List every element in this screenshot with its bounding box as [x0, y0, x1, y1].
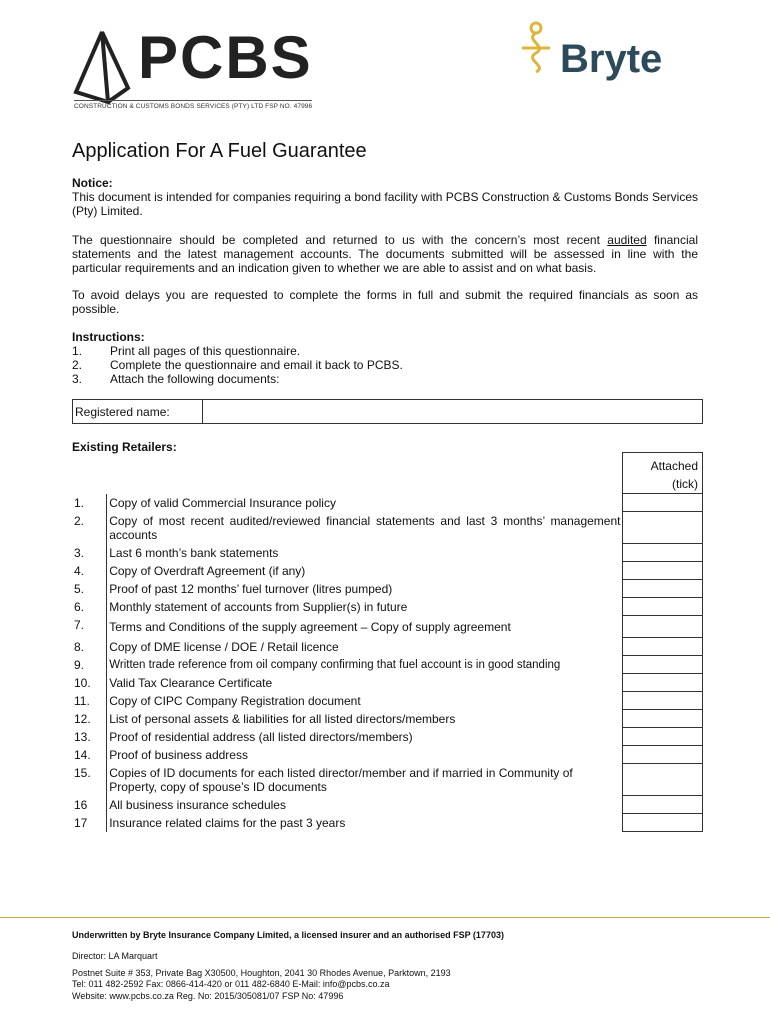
- instructions-label: Instructions:: [72, 330, 145, 344]
- footer-line: Website: www.pcbs.co.za Reg. No: 2015/305081/07 FSP No: 47996: [72, 990, 344, 1001]
- para2-after: financial statements and the latest management accounts. The documents submitted will be assessed in line with the particular requirements and an indication given to whether we are able to assist and on what basis.: [72, 233, 698, 275]
- questionnaire-paragraph: [72, 233, 698, 275]
- item-text: Written trade reference from oil company confirming that fuel account is in good standing: [109, 658, 561, 671]
- item-num: 15.: [72, 764, 107, 796]
- para2-underlined: audited: [607, 233, 647, 247]
- instruction-text: Attach the following documents:: [110, 372, 280, 386]
- item-num: 10.: [72, 674, 107, 692]
- item-num: 2.: [72, 512, 107, 544]
- table-row: [72, 674, 703, 692]
- item-num: 13.: [72, 728, 107, 746]
- item-num: 5.: [72, 580, 107, 598]
- tick-box[interactable]: [623, 544, 703, 562]
- item-text: Valid Tax Clearance Certificate: [109, 675, 273, 690]
- pcbs-subtitle: CONSTRUCTION & CUSTOMS BONDS SERVICES (PTY) LTD FSP NO. 47996: [74, 100, 312, 110]
- tick-box[interactable]: [623, 796, 703, 814]
- notice-label: Notice:: [72, 176, 113, 190]
- tick-box[interactable]: [623, 764, 703, 796]
- tick-box[interactable]: [623, 814, 703, 832]
- footer-underwritten: Underwritten by Bryte Insurance Company Limited, a licensed insurer and an authorised FSP (17703): [72, 930, 504, 940]
- item-text: Monthly statement of accounts from Supplier(s) in future: [109, 599, 408, 614]
- footer-line: Director: LA Marquart: [72, 951, 158, 961]
- registered-name-label: Registered name:: [73, 400, 203, 423]
- table-row: [72, 562, 703, 580]
- item-num: 16: [72, 796, 107, 814]
- attached-header: [623, 453, 703, 494]
- item-text: Copy of DME license / DOE / Retail licence: [109, 639, 339, 654]
- item-text: Terms and Conditions of the supply agreement – Copy of supply agreement: [109, 619, 511, 634]
- instruction-item: [72, 344, 698, 358]
- item-num: 14.: [72, 746, 107, 764]
- item-text: List of personal assets & liabilities for all listed directors/members: [109, 711, 456, 726]
- item-text: Insurance related claims for the past 3 years: [109, 815, 346, 830]
- item-text: Proof of business address: [109, 747, 248, 762]
- para2-before: The questionnaire should be completed and returned to us with the concern’s most recent: [72, 233, 608, 247]
- footer-line: Postnet Suite # 353, Private Bag X30500, Houghton, 2041 30 Rhodes Avenue, Parktown, 2193: [72, 967, 451, 978]
- attached-header-line1: Attached: [650, 459, 698, 473]
- table-row: [72, 598, 703, 616]
- table-row: [72, 512, 703, 544]
- item-num: 1.: [72, 494, 107, 512]
- table-row: [72, 746, 703, 764]
- item-num: 6.: [72, 598, 107, 616]
- item-num: 12.: [72, 710, 107, 728]
- table-row: [72, 656, 703, 674]
- item-text: Proof of residential address (all listed directors/members): [109, 729, 413, 744]
- item-num: 8.: [72, 638, 107, 656]
- bryte-knot-icon: [516, 20, 556, 76]
- table-row: [72, 544, 703, 562]
- item-text: Copy of CIPC Company Registration document: [109, 693, 361, 708]
- existing-retailers-label: Existing Retailers:: [72, 440, 177, 454]
- item-text: Last 6 month’s bank statements: [109, 545, 279, 560]
- item-text: Copy of most recent audited/reviewed financial statements and last 3 months’ management accounts: [109, 513, 621, 542]
- attached-header-line2: (tick): [672, 477, 698, 491]
- table-row: [72, 814, 703, 832]
- table-row: [72, 616, 703, 638]
- item-num: 3.: [72, 544, 107, 562]
- tick-box[interactable]: [623, 598, 703, 616]
- item-text: Copies of ID documents for each listed director/member and if married in Community of Property, copy of spouse’s ID documents: [109, 765, 573, 794]
- item-num: 17: [72, 814, 107, 832]
- tick-box[interactable]: [623, 692, 703, 710]
- tick-box[interactable]: [623, 562, 703, 580]
- tick-box[interactable]: [623, 580, 703, 598]
- tick-box[interactable]: [623, 728, 703, 746]
- page-title: Application For A Fuel Guarantee: [72, 140, 367, 162]
- documents-checklist: [72, 452, 703, 832]
- bryte-wordmark: Bryte: [560, 37, 663, 81]
- table-row: [72, 796, 703, 814]
- table-row: [72, 710, 703, 728]
- item-num: 4.: [72, 562, 107, 580]
- item-text: Proof of past 12 months’ fuel turnover (litres pumped): [109, 581, 393, 596]
- table-row: [72, 728, 703, 746]
- tick-box[interactable]: [623, 656, 703, 674]
- instruction-item: [72, 372, 698, 386]
- tick-box[interactable]: [623, 512, 703, 544]
- registered-name-box: [72, 399, 703, 424]
- item-num: 7.: [72, 616, 107, 638]
- footer-contact: [72, 951, 451, 1002]
- table-row: [72, 638, 703, 656]
- instruction-num: 2.: [72, 358, 83, 372]
- instruction-item: [72, 358, 698, 372]
- footer-divider: [0, 917, 770, 918]
- item-num: 9.: [72, 656, 107, 674]
- pcbs-wordmark: PCBS: [138, 24, 313, 91]
- item-text: Copy of valid Commercial Insurance policy: [109, 495, 336, 510]
- tick-box[interactable]: [623, 638, 703, 656]
- delay-paragraph: To avoid delays you are requested to complete the forms in full and submit the required financials as soon as possible.: [72, 288, 698, 316]
- tick-box[interactable]: [623, 746, 703, 764]
- footer-line: Tel: 011 482-2592 Fax: 0866-414-420 or 011 482-6840 E-Mail: info@pcbs.co.za: [72, 979, 390, 989]
- tick-box[interactable]: [623, 616, 703, 638]
- instruction-text: Complete the questionnaire and email it back to PCBS.: [110, 358, 403, 372]
- table-row: [72, 494, 703, 512]
- instruction-num: 1.: [72, 344, 83, 358]
- instructions: [72, 330, 698, 386]
- item-num: 11.: [72, 692, 107, 710]
- instruction-text: Print all pages of this questionnaire.: [110, 344, 301, 358]
- table-row: [72, 764, 703, 796]
- tick-box[interactable]: [623, 710, 703, 728]
- item-text: Copy of Overdraft Agreement (if any): [109, 563, 306, 578]
- registered-name-field[interactable]: [203, 400, 702, 423]
- tick-box[interactable]: [623, 494, 703, 512]
- table-row: [72, 580, 703, 598]
- instruction-num: 3.: [72, 372, 83, 386]
- notice-text: This document is intended for companies requiring a bond facility with PCBS Construction & Customs Bonds Services (Pty) Limited.: [72, 190, 698, 218]
- item-text: All business insurance schedules: [109, 797, 286, 812]
- tick-box[interactable]: [623, 674, 703, 692]
- table-row: [72, 692, 703, 710]
